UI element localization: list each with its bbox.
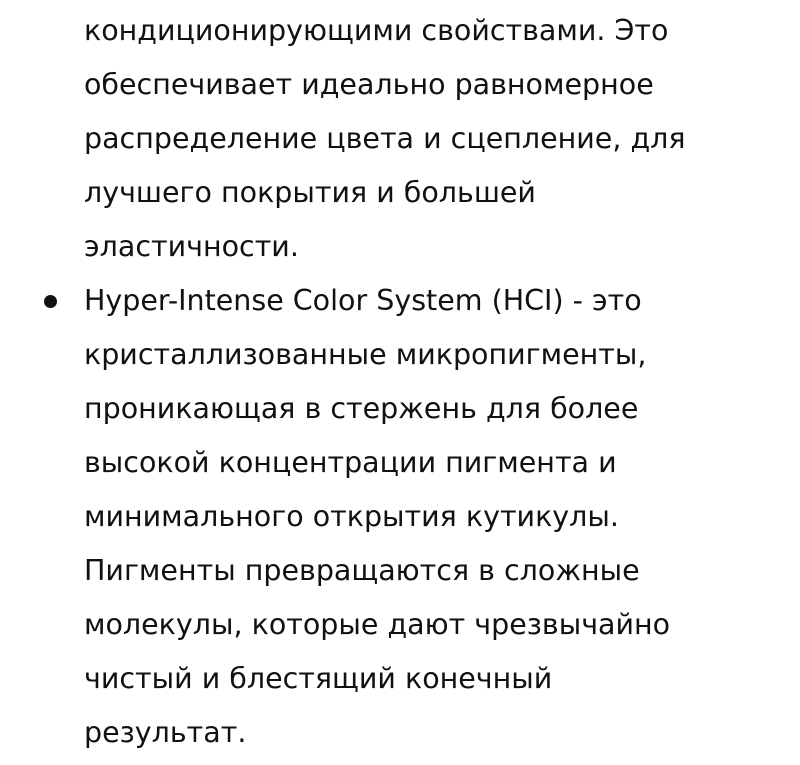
document-body bbox=[84, 4, 784, 760]
text-line: кристаллизованные микропигменты, bbox=[84, 338, 647, 371]
text-line: чистый и блестящий конечный bbox=[84, 662, 553, 695]
text-line: кондиционирующими свойствами. Это bbox=[84, 14, 669, 47]
bullet-dot-icon bbox=[44, 295, 57, 308]
text-line: обеспечивает идеально равномерное bbox=[84, 68, 654, 101]
continued-paragraph bbox=[84, 4, 784, 274]
text-line: лучшего покрытия и большей bbox=[84, 176, 536, 209]
bullet-list-item bbox=[84, 274, 784, 760]
text-line: результат. bbox=[84, 716, 247, 749]
text-line: высокой концентрации пигмента и bbox=[84, 446, 617, 479]
text-line: Hyper-Intense Color System (HCI) - это bbox=[84, 284, 642, 317]
text-line: распределение цвета и сцепление, для bbox=[84, 122, 686, 155]
text-line: эластичности. bbox=[84, 230, 299, 263]
text-line: молекулы, которые дают чрезвычайно bbox=[84, 608, 671, 641]
text-line: проникающая в стержень для более bbox=[84, 392, 639, 425]
text-line: минимального открытия кутикулы. bbox=[84, 500, 619, 533]
text-line: Пигменты превращаются в сложные bbox=[84, 554, 640, 587]
